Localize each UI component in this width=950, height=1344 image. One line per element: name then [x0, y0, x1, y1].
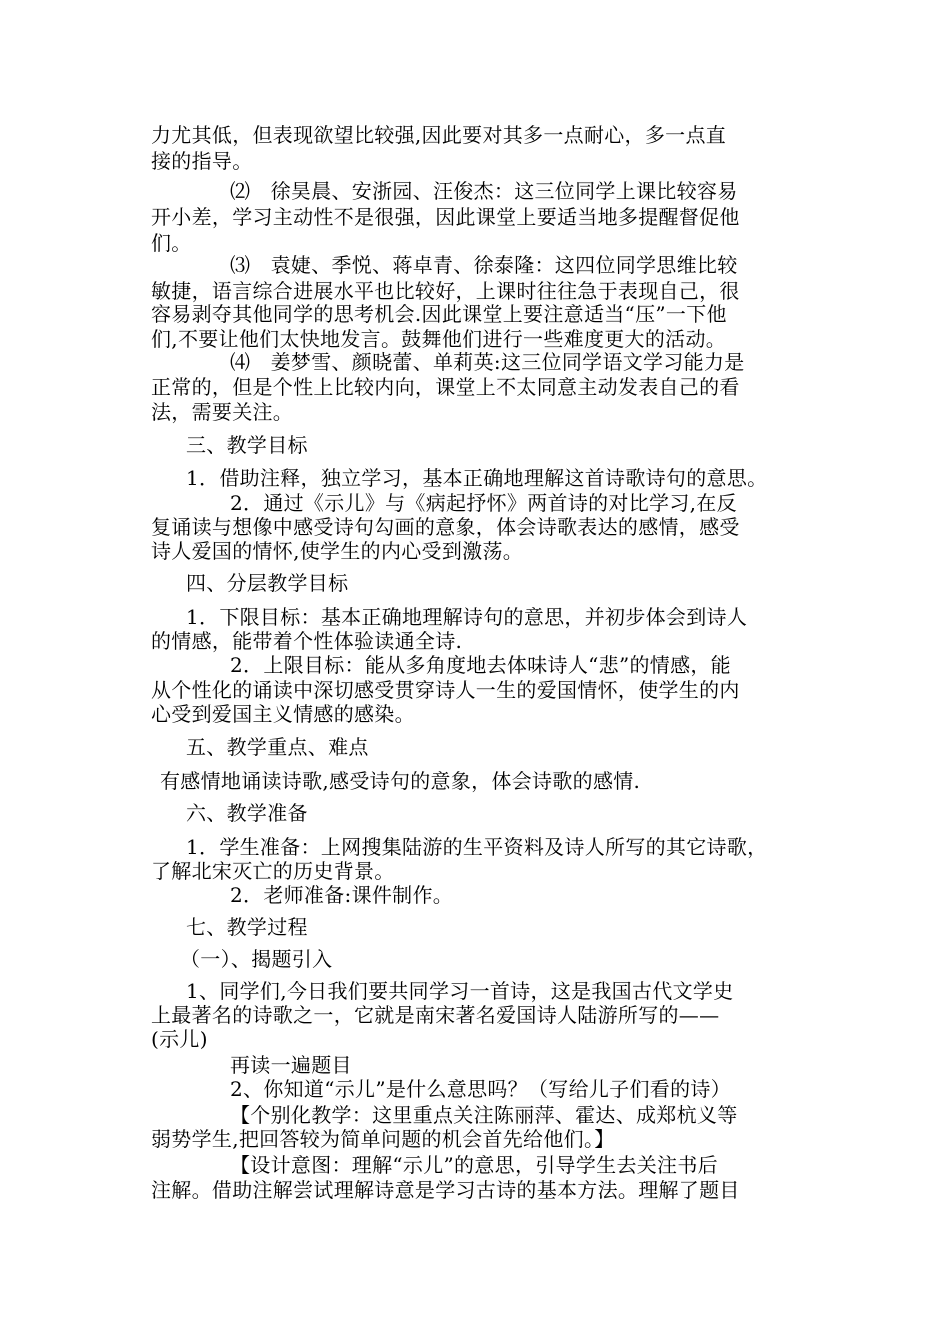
text-line: 注解。借助注解尝试理解诗意是学习古诗的基本方法。理解了题目 — [151, 1178, 740, 1202]
text-line: 2．通过《示儿》与《病起抒怀》两首诗的对比学习,在反 — [230, 491, 737, 515]
text-line: 从个性化的诵读中深切感受贯穿诗人一生的爱国情怀，使学生的内 — [151, 678, 740, 702]
text-line: 2．老师准备:课件制作。 — [230, 883, 454, 907]
text-line: 有感情地诵读诗歌,感受诗句的意象，体会诗歌的感情. — [160, 769, 641, 793]
text-line: 力尤其低，但表现欲望比较强,因此要对其多一点耐心，多一点直 — [151, 123, 727, 147]
text-line: 复诵读与想像中感受诗句勾画的意象，体会诗歌表达的感情，感受 — [151, 515, 740, 539]
text-line: 容易剥夺其他同学的思考机会.因此课堂上要注意适当“压”一下他 — [151, 302, 727, 326]
text-line: 开小差，学习主动性不是很强，因此课堂上要适当地多提醒督促他 — [151, 205, 740, 229]
text-line: 了解北宋灭亡的历史背景。 — [151, 859, 395, 883]
section-heading: 七、教学过程 — [186, 915, 308, 939]
text-line: 诗人爱国的情怀,使学生的内心受到激荡。 — [151, 539, 524, 563]
text-line: 再读一遍题目 — [230, 1053, 352, 1077]
text-line: 2、你知道“示儿”是什么意思吗？（写给儿子们看的诗） — [230, 1077, 731, 1101]
text-line: ⑶ 袁婕、季悦、蒋卓青、徐泰隆：这四位同学思维比较 — [230, 253, 738, 277]
text-line: 敏捷，语言综合进展水平也比较好，上课时往往急于表现自己，很 — [151, 279, 740, 303]
text-line: 2．上限目标：能从多角度地去体味诗人“悲”的情感，能 — [230, 653, 731, 677]
text-line: 们,不要让他们太快地发言。鼓舞他们进行一些难度更大的活动。 — [151, 327, 727, 351]
text-line: 法，需要关注。 — [151, 400, 294, 424]
text-line: 1、同学们,今日我们要共同学习一首诗，这是我国古代文学史 — [186, 979, 734, 1003]
text-line: 接的指导。 — [151, 149, 253, 173]
text-line: 1．学生准备：上网搜集陆游的生平资料及诗人所写的其它诗歌， — [186, 835, 768, 859]
subsection-heading: （一）、揭题引入 — [180, 947, 333, 971]
section-heading: 三、教学目标 — [186, 433, 308, 457]
text-line: 的情感，能带着个性体验读通全诗. — [151, 629, 463, 653]
text-line: 心受到爱国主义情感的感染。 — [151, 702, 415, 726]
text-line: 【设计意图：理解“示儿”的意思，引导学生去关注书后 — [230, 1153, 718, 1177]
text-line: 们。 — [151, 231, 192, 255]
section-heading: 五、教学重点、难点 — [186, 735, 369, 759]
text-line: 1．下限目标：基本正确地理解诗句的意思，并初步体会到诗人 — [186, 605, 748, 629]
text-line: 正常的，但是个性上比较内向，课堂上不太同意主动发表自己的看 — [151, 375, 740, 399]
text-line: (示儿) — [151, 1027, 208, 1051]
text-line: 上最著名的诗歌之一，它就是南宋著名爱国诗人陆游所写的—— — [151, 1003, 720, 1027]
text-line: ⑷ 姜梦雪、颜晓蕾、单莉英:这三位同学语文学习能力是 — [230, 350, 745, 374]
text-line: 【个别化教学：这里重点关注陈丽萍、霍达、成郑杭义等 — [230, 1103, 738, 1127]
section-heading: 六、教学准备 — [186, 801, 308, 825]
text-line: 弱势学生,把回答较为简单问题的机会首先给他们。】 — [151, 1127, 615, 1151]
text-line: ⑵ 徐昊晨、安浙园、汪俊杰：这三位同学上课比较容易 — [230, 179, 738, 203]
text-line: 1．借助注释，独立学习，基本正确地理解这首诗歌诗句的意思。 — [186, 466, 768, 490]
section-heading: 四、分层教学目标 — [186, 571, 349, 595]
